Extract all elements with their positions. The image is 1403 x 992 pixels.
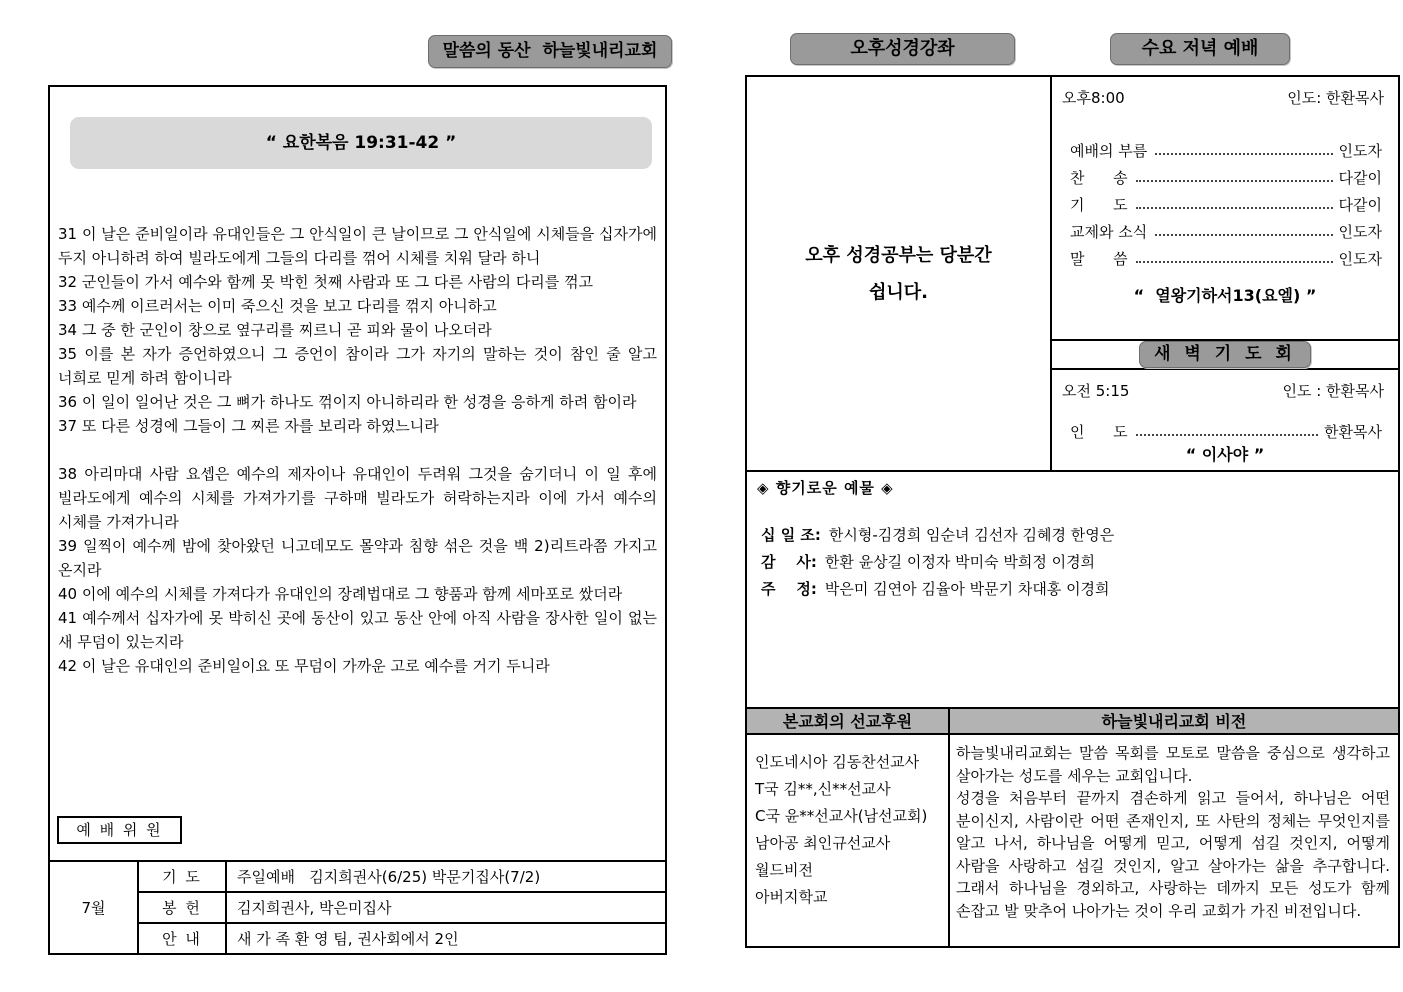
offering-rows bbox=[757, 522, 1388, 603]
offering-section bbox=[747, 470, 1398, 707]
order-value: 인도자 bbox=[1338, 223, 1382, 241]
row-value: 주일예배 김지희권사(6/25) 박문기집사(7/2) bbox=[226, 861, 666, 892]
order-item bbox=[1070, 134, 1382, 161]
offering-label: 십 일 조: bbox=[761, 526, 821, 544]
order-label: 인 도 bbox=[1070, 423, 1128, 441]
dotted-leader bbox=[1155, 153, 1332, 155]
service-leader: 인도 : 한환목사 bbox=[1282, 382, 1384, 400]
order-value: 한환목사 bbox=[1324, 423, 1382, 441]
wednesday-worship-cell bbox=[1052, 77, 1398, 470]
left-page bbox=[48, 85, 667, 955]
mission-support-header: 본교회의 선교후원 bbox=[747, 709, 950, 733]
bottom-table bbox=[747, 707, 1398, 946]
order-label: 찬 송 bbox=[1070, 169, 1128, 187]
dawn-scripture: “ 이사야 ” bbox=[1185, 445, 1265, 464]
dawn-prayer-header bbox=[1052, 339, 1398, 370]
offering-row bbox=[757, 522, 1388, 549]
order-label: 예배의 부름 bbox=[1070, 142, 1148, 160]
worship-committee-table bbox=[48, 860, 667, 955]
order-item bbox=[1070, 215, 1382, 242]
month-cell: 7월 bbox=[49, 861, 138, 954]
offering-names: 한시형-김경희 임순녀 김선자 김혜경 한영은 bbox=[828, 526, 1115, 544]
verse: 35 이를 본 자가 증언하였으니 그 증언이 참이라 그가 자기의 말하는 것이 참인 줄 알고 너희로 믿게 하려 함이니라 bbox=[58, 345, 657, 387]
vision-text bbox=[950, 735, 1398, 946]
scripture-title: “ 요한복음 19:31-42 ” bbox=[70, 117, 652, 169]
worship-committee-label: 예 배 위 원 bbox=[57, 816, 182, 844]
order-value: 인도자 bbox=[1338, 142, 1382, 160]
row-label: 안 내 bbox=[138, 923, 226, 954]
bottom-table-body bbox=[747, 735, 1398, 946]
verse: 33 예수께 이르러서는 이미 죽으신 것을 보고 다리를 꺾지 아니하고 bbox=[58, 297, 497, 315]
offering-names: 박은미 김연아 김율아 박문기 차대홍 이경희 bbox=[824, 580, 1110, 598]
dotted-leader bbox=[1136, 180, 1333, 182]
verse: 31 이 날은 준비일이라 유대인들은 그 안식일이 큰 날이므로 그 안식일에 시체들을 십자가에 두지 아니하려 하여 빌라도에게 그들의 다리를 꺾어 시체를 치워 달라 하니 bbox=[58, 225, 657, 267]
afternoon-class-cell bbox=[747, 77, 1052, 470]
order-item bbox=[1070, 242, 1382, 269]
offering-names: 한환 윤상길 이정자 박미숙 박희정 이경희 bbox=[824, 553, 1096, 571]
dotted-leader bbox=[1136, 434, 1318, 436]
verse: 32 군인들이 가서 예수와 함께 못 박힌 첫째 사람과 또 그 다른 사람의 다리를 꺾고 bbox=[58, 273, 594, 291]
vision-paragraph: 하늘빛내리교회는 말씀 목회를 모토로 말씀을 중심으로 생각하고 살아가는 성도를 세우는 교회입니다. bbox=[956, 744, 1390, 785]
dawn-prayer-badge: 새 벽 기 도 회 bbox=[1139, 341, 1311, 368]
row-value: 김지희권사, 박은미집사 bbox=[226, 892, 666, 923]
afternoon-bible-class-badge: 오후성경강좌 bbox=[790, 33, 1015, 65]
wednesday-order bbox=[1052, 77, 1398, 339]
service-leader: 인도: 한환목사 bbox=[1287, 89, 1384, 107]
dotted-leader bbox=[1155, 234, 1332, 236]
list-item: 아버지학교 bbox=[755, 888, 828, 906]
dawn-time-row bbox=[1052, 370, 1398, 401]
service-time: 오후8:00 bbox=[1062, 89, 1125, 107]
list-item: 남아공 최인규선교사 bbox=[755, 834, 891, 852]
wednesday-time-row bbox=[1052, 77, 1398, 108]
order-of-worship bbox=[1052, 134, 1398, 269]
row-label: 기 도 bbox=[138, 861, 226, 892]
order-label: 교제와 소식 bbox=[1070, 223, 1148, 241]
bottom-table-header bbox=[747, 707, 1398, 735]
verse: 40 이에 예수의 시체를 가져다가 유대인의 장례법대로 그 향품과 함께 세마포로 쌌더라 bbox=[58, 585, 623, 603]
church-vision-header: 하늘빛내리교회 비전 bbox=[950, 709, 1398, 733]
verse: 37 또 다른 성경에 그들이 그 찌른 자를 보리라 하였느니라 bbox=[58, 417, 439, 435]
verse: 34 그 중 한 군인이 창으로 옆구리를 찌르니 곧 피와 물이 나오더라 bbox=[58, 321, 492, 339]
scripture-text bbox=[58, 222, 657, 678]
afternoon-notice bbox=[774, 237, 1024, 311]
church-name-badge: 말씀의 동산 하늘빛내리교회 bbox=[428, 35, 672, 68]
order-item bbox=[1070, 188, 1382, 215]
table-row bbox=[49, 923, 666, 954]
offering-label: 감 사: bbox=[761, 553, 817, 571]
list-item: C국 윤**선교사(남선교회) bbox=[755, 807, 928, 825]
verse: 41 예수께서 십자가에 못 박히신 곳에 동산이 있고 동산 안에 아직 사람을 장사한 일이 없는 새 무덤이 있는지라 bbox=[58, 609, 657, 651]
order-label: 말 씀 bbox=[1070, 250, 1128, 268]
order-value: 인도자 bbox=[1338, 250, 1382, 268]
mission-list bbox=[747, 735, 950, 946]
notice-line: 오후 성경공부는 당분간 bbox=[805, 244, 992, 266]
verse: 38 아리마대 사람 요셉은 예수의 제자이나 유대인이 두려워 그것을 숨기더니 이 일 후에 빌라도에게 예수의 시체를 가져가기를 구하매 빌라도가 허락하는지라 이에 가서 예수의 시체를 가져가니라 bbox=[58, 465, 657, 531]
notice-line: 쉽니다. bbox=[868, 281, 928, 303]
verse: 36 이 일이 일어난 것은 그 뼈가 하나도 꺾이지 아니하리라 한 성경을 응하게 하려 함이라 bbox=[58, 393, 637, 411]
table-row bbox=[49, 892, 666, 923]
list-item: T국 김**,신**선교사 bbox=[755, 780, 891, 798]
order-item bbox=[1070, 415, 1382, 442]
row-value: 새 가 족 환 영 팀, 권사회에서 2인 bbox=[226, 923, 666, 954]
order-label: 기 도 bbox=[1070, 196, 1128, 214]
dawn-order-list bbox=[1052, 415, 1398, 442]
verse: 39 일찍이 예수께 밤에 찾아왔던 니고데모도 몰약과 침향 섞은 것을 백 2)리트라쯤 가지고 온지라 bbox=[58, 537, 657, 579]
dotted-leader bbox=[1136, 207, 1333, 209]
order-value: 다같이 bbox=[1338, 196, 1382, 214]
wednesday-evening-worship-badge: 수요 저녁 예배 bbox=[1110, 33, 1290, 65]
order-value: 다같이 bbox=[1338, 169, 1382, 187]
list-item: 월드비전 bbox=[755, 861, 813, 879]
right-page-top bbox=[747, 77, 1398, 470]
offering-row bbox=[757, 549, 1388, 576]
list-item: 인도네시아 김동찬선교사 bbox=[755, 753, 920, 771]
offering-row bbox=[757, 576, 1388, 603]
dotted-leader bbox=[1136, 261, 1333, 263]
vision-paragraph: 성경을 처음부터 끝까지 겸손하게 읽고 들어서, 하나님은 어떤 분이신지, 사람이란 어떤 존재인지, 또 사탄의 정체는 무엇인지를 알고 나서, 하나님을 어떻게 믿고, 어떻게 섬길 것인지, 어떻게 사람을 사랑하고 섬길 것인지, 알고 살아가는 삶을 추구합니다. 그래서 하나님을 경외하고, 사랑하는 데까지 모든 성도가 함께 손잡고 발 맞추어 나아가는 것이 우리 교회가 가진 비전입니다. bbox=[956, 789, 1390, 920]
table-row bbox=[49, 861, 666, 892]
verse: 42 이 날은 유대인의 준비일이요 또 무덤이 가까운 고로 예수를 거기 두니라 bbox=[58, 657, 550, 675]
offering-title: ◈ 향기로운 예물 ◈ bbox=[757, 479, 894, 497]
offering-label: 주 정: bbox=[761, 580, 817, 598]
service-time: 오전 5:15 bbox=[1062, 382, 1130, 400]
row-label: 봉 헌 bbox=[138, 892, 226, 923]
order-item bbox=[1070, 161, 1382, 188]
wednesday-scripture: “ 열왕기하서13(요엘) ” bbox=[1133, 286, 1317, 305]
right-page bbox=[745, 75, 1400, 948]
dawn-prayer-order bbox=[1052, 370, 1398, 470]
